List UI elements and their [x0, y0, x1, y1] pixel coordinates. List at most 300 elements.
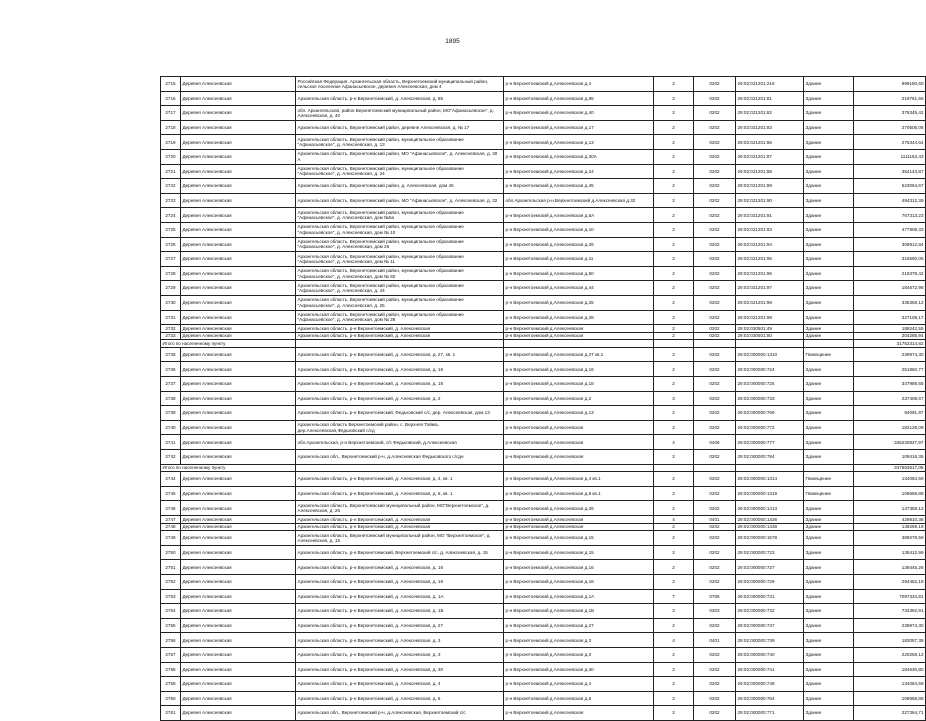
object-type-cell: Здание [804, 325, 854, 333]
group-code-cell: 2 [654, 179, 694, 194]
table-row [161, 120, 926, 135]
location-cell: р-н Верхнетоемский д.Алексеевская д.6 кв.1 [504, 486, 654, 501]
settlement-name-cell: Деревня Алексеевская [181, 472, 296, 487]
row-number-cell: 2724 [161, 208, 181, 223]
location-cell: р-н Верхнетоемский д.Алексеевская д.5А [504, 208, 654, 223]
group-code-cell: 2 [654, 252, 694, 267]
row-number-cell: 2741 [161, 435, 181, 450]
subgroup-code-cell: 0202 [694, 106, 736, 121]
subgroup-code-cell: 0202 [694, 706, 736, 721]
settlement-name-cell: Деревня Алексеевская [181, 332, 296, 340]
object-address-cell: Архангельская область, Верхнетоемский район, муниципальное образование "Афанасьевское", д. Алексеевская, дом №5а [296, 208, 504, 223]
object-address-cell: Архангельская область, р-н Верхнетоемский, д. Алексеевская, д. 18 [296, 377, 504, 392]
settlement-name-cell: Деревня Алексеевская [181, 450, 296, 465]
subtotal-value: 347563617,06 [854, 464, 926, 472]
subgroup-code-cell: 0202 [694, 295, 736, 310]
cadastral-number-cell: 29:02:000000:764 [736, 691, 804, 706]
location-cell: р-н Верхнетоемский д.Алексеевская [504, 325, 654, 333]
object-address-cell: Архангельская область, Верхнетоемский район, муниципальное образование "Афанасьевское", д. Алексеевская, дом 26 [296, 237, 504, 252]
cadastral-number-cell: 29:02:000000:732 [736, 604, 804, 619]
row-number-cell: 2729 [161, 281, 181, 296]
group-code-cell: 2 [654, 531, 694, 546]
row-number-cell: 2736 [161, 362, 181, 377]
object-type-cell: Здание [804, 435, 854, 450]
row-number-cell: 2717 [161, 106, 181, 121]
cadastral-value-cell: 182128,09 [854, 420, 926, 435]
table-row [161, 208, 926, 223]
row-number-cell: 2760 [161, 691, 181, 706]
cadastral-number-cell: 29:02:021201:89 [736, 179, 804, 194]
settlement-name-cell: Деревня Алексеевская [181, 377, 296, 392]
subgroup-code-cell: 0202 [694, 574, 736, 589]
subgroup-code-cell: 0406 [694, 435, 736, 450]
row-number-cell: 2742 [161, 450, 181, 465]
cadastral-number-cell: 29:02:000000:771 [736, 706, 804, 721]
table-row [161, 486, 926, 501]
row-number-cell: 2745 [161, 486, 181, 501]
row-number-cell: 2744 [161, 472, 181, 487]
object-type-cell: Здание [804, 106, 854, 121]
location-cell: р-н Верхнетоемский д.Алексеевская [504, 516, 654, 524]
cadastral-value-cell: 429810,38 [854, 516, 926, 524]
settlement-name-cell: Деревня Алексеевская [181, 662, 296, 677]
subgroup-code-cell: 0202 [694, 486, 736, 501]
cadastral-value-cell: 135412,99 [854, 545, 926, 560]
location-cell: р-н Верхнетоемский д.Алексеевская д.28 [504, 310, 654, 325]
table-row [161, 406, 926, 421]
group-code-cell: 2 [654, 77, 694, 92]
object-type-cell: Здание [804, 420, 854, 435]
object-address-cell: Архангельская область, Верхнетоемский район, муниципальное образование "Афанасьевское", д. Алексеевская, дом № 50 [296, 266, 504, 281]
settlement-name-cell: Деревня Алексеевская [181, 589, 296, 604]
group-code-cell: 7 [654, 589, 694, 604]
cadastral-number-cell: 29:02:000000:729 [736, 574, 804, 589]
cadastral-number-cell: 29:02:021201:93 [736, 222, 804, 237]
cadastral-number-cell: 29:02:021201:87 [736, 149, 804, 164]
table-row [161, 574, 926, 589]
subtotal-label: Итого по населенному пункту [161, 340, 296, 348]
row-number-cell: 2758 [161, 662, 181, 677]
cadastral-value-cell: 327108,17 [854, 310, 926, 325]
object-address-cell: Архангельская обл., Верхнетоемский р-н, д.Алексеевская Федьковского с/сдн [296, 450, 504, 465]
row-number-cell: 2738 [161, 391, 181, 406]
settlement-name-cell: Деревня Алексеевская [181, 574, 296, 589]
location-cell: р-н Верхнетоемский д.Алексеевская д.50 [504, 266, 654, 281]
object-address-cell: Архангельская область, Верхнетоемский район, МО "Афанасьевское", д. Алексеевская, д. 30 А [296, 149, 504, 164]
cadastral-value-cell: 239974,30 [854, 347, 926, 362]
object-address-cell: Архангельская область Верхнетоемский район, с. Верхняя Тойма, дер.Алексеевская,Федьковский с/сд [296, 420, 504, 435]
cadastral-value-cell: 294452,18 [854, 574, 926, 589]
row-number-cell: 2759 [161, 677, 181, 692]
object-type-cell: Помещение [804, 347, 854, 362]
cadastral-value-cell: 237408,67 [854, 391, 926, 406]
group-code-cell: 3 [654, 391, 694, 406]
table-row [161, 516, 926, 524]
object-address-cell: Архангельская область, р-н Верхнетоемский, д. Алексеевская, д. 27 [296, 618, 504, 633]
subgroup-code-cell: 0202 [694, 647, 736, 662]
subgroup-code-cell: 0202 [694, 523, 736, 531]
object-type-cell: Здание [804, 193, 854, 208]
settlement-name-cell: Деревня Алексеевская [181, 362, 296, 377]
cadastral-number-cell: 29:02:000000:741 [736, 662, 804, 677]
group-code-cell: 2 [654, 706, 694, 721]
subgroup-code-cell: 0202 [694, 310, 736, 325]
group-code-cell: 4 [654, 435, 694, 450]
table-row [161, 531, 926, 546]
subgroup-code-cell: 0202 [694, 179, 736, 194]
group-code-cell: 2 [654, 237, 694, 252]
cadastral-number-cell: 29:02:021201:81 [736, 91, 804, 106]
group-code-cell: 2 [654, 310, 694, 325]
settlement-name-cell: Деревня Алексеевская [181, 237, 296, 252]
object-type-cell: Здание [804, 310, 854, 325]
object-address-cell: Архангельская область, р-н Верхнетоемский, д. Алексеевская, д. 3 [296, 633, 504, 648]
cadastral-value-cell: 134084,59 [854, 677, 926, 692]
location-cell: р-н Верхнетоемский д.Алексеевская д.25 [504, 295, 654, 310]
subgroup-code-cell: 0202 [694, 501, 736, 516]
location-cell: р-н Верхнетоемский д.Алексеевская д.6 [504, 691, 654, 706]
location-cell: р-н Верхнетоемский д.Алексеевская д.85 [504, 91, 654, 106]
cadastral-value-cell: 204285,94 [854, 332, 926, 340]
object-address-cell: Архангельская область, р-н Верхнетоемский, д. Алексеевская, д. 1А [296, 589, 504, 604]
object-type-cell: Здание [804, 362, 854, 377]
object-type-cell: Здание [804, 222, 854, 237]
subgroup-code-cell: 0202 [694, 560, 736, 575]
empty-cell [654, 340, 694, 348]
table-row [161, 362, 926, 377]
settlement-name-cell: Деревня Алексеевская [181, 295, 296, 310]
subgroup-code-cell: 0202 [694, 618, 736, 633]
object-type-cell: Здание [804, 149, 854, 164]
group-code-cell: 4 [654, 633, 694, 648]
subgroup-code-cell: 0202 [694, 472, 736, 487]
cadastral-value-cell: 184672,98 [854, 281, 926, 296]
table-row [161, 252, 926, 267]
subgroup-code-cell: 0202 [694, 135, 736, 150]
object-type-cell: Здание [804, 450, 854, 465]
object-address-cell: Архангельская область, Верхнетоемский район, муниципальное образование "Афанасьевское", д. Алексеевская, д. 25 [296, 295, 504, 310]
object-type-cell: Здание [804, 135, 854, 150]
object-type-cell: Здание [804, 164, 854, 179]
empty-cell [296, 464, 504, 472]
subgroup-code-cell: 0401 [694, 516, 736, 524]
empty-cell [296, 340, 504, 348]
group-code-cell: 2 [654, 106, 694, 121]
location-cell: р-н Верхнетоемский д.Алексеевская [504, 420, 654, 435]
cadastral-number-cell: 29:02:000000:725 [736, 377, 804, 392]
cadastral-value-cell: 7097334,91 [854, 589, 926, 604]
settlement-name-cell: Деревня Алексеевская [181, 193, 296, 208]
group-code-cell: 2 [654, 647, 694, 662]
object-type-cell: Здание [804, 406, 854, 421]
subgroup-code-cell: 0202 [694, 347, 736, 362]
row-number-cell: 2725 [161, 222, 181, 237]
table-row [161, 662, 926, 677]
subgroup-code-cell: 0202 [694, 237, 736, 252]
row-number-cell: 2722 [161, 179, 181, 194]
settlement-name-cell: Деревня Алексеевская [181, 647, 296, 662]
group-code-cell: 2 [654, 362, 694, 377]
object-address-cell: Архангельская область, р-н Верхнетоемский, д. Алексеевская [296, 523, 504, 531]
subtotal-row [161, 340, 926, 348]
cadastral-number-cell: 29:02:000000:737 [736, 618, 804, 633]
cadastral-number-cell: 29:02:000000:1438 [736, 523, 804, 531]
settlement-name-cell: Деревня Алексеевская [181, 706, 296, 721]
cadastral-number-cell: 29:02:000000:1314 [736, 472, 804, 487]
row-number-cell: 2751 [161, 560, 181, 575]
empty-cell [804, 340, 854, 348]
table-row [161, 164, 926, 179]
row-number-cell: 2715 [161, 77, 181, 92]
settlement-name-cell: Деревня Алексеевская [181, 501, 296, 516]
object-type-cell: Здание [804, 501, 854, 516]
group-code-cell: 2 [654, 222, 694, 237]
object-type-cell: Помещение [804, 486, 854, 501]
cadastral-value-cell: 494312,39 [854, 193, 926, 208]
cadastral-value-cell: 139445,26 [854, 560, 926, 575]
object-type-cell: Здание [804, 266, 854, 281]
location-cell: р-н Верхнетоемский д.Алексеевская д.45 [504, 179, 654, 194]
group-code-cell: 2 [654, 266, 694, 281]
settlement-name-cell: Деревня Алексеевская [181, 560, 296, 575]
object-type-cell: Здание [804, 677, 854, 692]
object-address-cell: Архангельская область, р-н Верхнетоемский, д. Алексеевская, д. 16 [296, 560, 504, 575]
location-cell: р-н Верхнетоемский д.Алексеевская д.26 [504, 501, 654, 516]
subgroup-code-cell: 0202 [694, 77, 736, 92]
group-code-cell: 3 [654, 604, 694, 619]
settlement-name-cell: Деревня Алексеевская [181, 391, 296, 406]
cadastral-value-cell: 999180,60 [854, 77, 926, 92]
cadastral-value-cell: 270605,06 [854, 120, 926, 135]
location-cell: р-н Верхнетоемский д.Алексеевская д.40 [504, 106, 654, 121]
object-type-cell: Здание [804, 531, 854, 546]
cadastral-number-cell: 29:02:000000:733 [736, 391, 804, 406]
row-number-cell: 2718 [161, 120, 181, 135]
group-code-cell: 2 [654, 332, 694, 340]
cadastral-number-cell: 29:02:021201:95 [736, 252, 804, 267]
settlement-name-cell: Деревня Алексеевская [181, 618, 296, 633]
object-address-cell: Архангельская область, р-н Верхнетоемский, д. Алексеевская, д. 6, кв. 1 [296, 486, 504, 501]
subgroup-code-cell: 0202 [694, 193, 736, 208]
subgroup-code-cell: 0202 [694, 545, 736, 560]
subgroup-code-cell: 0202 [694, 662, 736, 677]
location-cell: р-н Верхнетоемский д.Алексеевская д.30А [504, 149, 654, 164]
subgroup-code-cell: 0202 [694, 391, 736, 406]
cadastral-number-cell: 29:02:000000:1413 [736, 501, 804, 516]
cadastral-value-cell: 149269,19 [854, 523, 926, 531]
table-row [161, 691, 926, 706]
location-cell: р-н Верхнетоемский д.Алексеевская д.11 [504, 252, 654, 267]
cadastral-number-cell: 29:02:000000:748 [736, 677, 804, 692]
cadastral-value-cell: 188242,55 [854, 325, 926, 333]
cadastral-value-cell: 220258,12 [854, 647, 926, 662]
object-type-cell: Здание [804, 589, 854, 604]
table-row [161, 325, 926, 333]
table-row [161, 435, 926, 450]
object-type-cell: Здание [804, 77, 854, 92]
settlement-name-cell: Деревня Алексеевская [181, 406, 296, 421]
cadastral-number-cell: 29:02:021201:98 [736, 295, 804, 310]
settlement-name-cell: Деревня Алексеевская [181, 531, 296, 546]
group-code-cell: 4 [654, 516, 694, 524]
group-code-cell: 2 [654, 450, 694, 465]
settlement-name-cell: Деревня Алексеевская [181, 691, 296, 706]
row-number-cell: 2727 [161, 252, 181, 267]
empty-cell [504, 464, 654, 472]
table-row [161, 706, 926, 721]
cadastral-number-cell: 29:02:000000:1310 [736, 347, 804, 362]
subgroup-code-cell: 0202 [694, 362, 736, 377]
cadastral-value-cell: 219761,66 [854, 91, 926, 106]
group-code-cell: 2 [654, 486, 694, 501]
cadastral-number-cell: 29:02:000000:1319 [736, 486, 804, 501]
row-number-cell: 2720 [161, 149, 181, 164]
table-row [161, 281, 926, 296]
cadastral-value-cell: 108658,88 [854, 486, 926, 501]
subgroup-code-cell: 0202 [694, 450, 736, 465]
location-cell: р-н Верхнетоемский д.Алексеевская д.2 [504, 391, 654, 406]
group-code-cell: 2 [654, 208, 694, 223]
location-cell: р-н Верхнетоемский д.Алексеевская д.1А [504, 589, 654, 604]
object-address-cell: Архангельская область, Верхнетоемский район, муниципальное образование "Афанасьевское", д. Алексеевская, дом № 11 [296, 252, 504, 267]
group-code-cell: 2 [654, 691, 694, 706]
location-cell: р-н Верхнетоемский д.Алексеевская д.30 [504, 662, 654, 677]
table-row [161, 472, 926, 487]
object-type-cell: Здание [804, 332, 854, 340]
cadastral-value-cell: 376345,42 [854, 106, 926, 121]
object-address-cell: Архангельская область, р-н Верхнетоемский, д. Алексеевская, д. 4, кв. 1 [296, 472, 504, 487]
group-code-cell: 2 [654, 120, 694, 135]
table-row [161, 420, 926, 435]
object-address-cell: Архангельская область, р-н Верхнетоемский, д. Алексеевская, д. 30 [296, 662, 504, 677]
group-code-cell: 2 [654, 281, 694, 296]
object-type-cell: Здание [804, 391, 854, 406]
subgroup-code-cell: 0202 [694, 266, 736, 281]
settlement-name-cell: Деревня Алексеевская [181, 516, 296, 524]
group-code-cell: 2 [654, 662, 694, 677]
object-type-cell: Здание [804, 295, 854, 310]
table-row [161, 501, 926, 516]
group-code-cell: 2 [654, 164, 694, 179]
object-type-cell: Здание [804, 560, 854, 575]
table-row [161, 179, 926, 194]
group-code-cell: 2 [654, 523, 694, 531]
table-row [161, 135, 926, 150]
group-code-cell: 2 [654, 677, 694, 692]
subgroup-code-cell: 0202 [694, 406, 736, 421]
cadastral-value-cell: 227364,71 [854, 706, 926, 721]
row-number-cell: 2761 [161, 706, 181, 721]
object-address-cell: Архангельская область, р-н Верхнетоемский, д. Алексеевская, д. 2 [296, 391, 504, 406]
object-type-cell: Здание [804, 120, 854, 135]
empty-cell [804, 464, 854, 472]
object-address-cell: Архангельская область, р-н Верхнетоемский, д. Алексеевская, д. 4 [296, 677, 504, 692]
row-number-cell: 2749 [161, 531, 181, 546]
object-address-cell: Архангельская область, Верхнетоемский муниципальный район, МО "Верхнетоемское", д. Алексеевская, д. 15 [296, 531, 504, 546]
subgroup-code-cell: 0401 [694, 633, 736, 648]
row-number-cell: 2723 [161, 193, 181, 208]
object-type-cell: Здание [804, 633, 854, 648]
empty-cell [694, 464, 736, 472]
group-code-cell: 2 [654, 347, 694, 362]
table-row [161, 589, 926, 604]
table-row [161, 391, 926, 406]
table-row [161, 618, 926, 633]
location-cell: р-н Верхнетоемский д.Алексеевская д.18 [504, 377, 654, 392]
cadastral-number-cell: 29:02:021201:88 [736, 164, 804, 179]
settlement-name-cell: Деревня Алексеевская [181, 149, 296, 164]
settlement-name-cell: Деревня Алексеевская [181, 325, 296, 333]
row-number-cell: 2735 [161, 347, 181, 362]
subtotal-label: Итого по населенному пункту [161, 464, 296, 472]
object-type-cell: Здание [804, 647, 854, 662]
cadastral-number-cell: 29:02:021201:94 [736, 237, 804, 252]
object-address-cell: Архангельская область, р-н Верхнетоемский, д. Алексеевская, д. 1Б [296, 604, 504, 619]
settlement-name-cell: Деревня Алексеевская [181, 222, 296, 237]
settlement-name-cell: Деревня Алексеевская [181, 435, 296, 450]
object-address-cell: Архангельская обл., Верхнетоемский р-н, д.Алексеевская, Верхнетоемский с/с [296, 706, 504, 721]
settlement-name-cell: Деревня Алексеевская [181, 120, 296, 135]
cadastral-number-cell: 29:02:021201:90 [736, 193, 804, 208]
cadastral-value-cell: 94091,97 [854, 406, 926, 421]
location-cell: р-н Верхнетоемский д.Алексеевская д.27 [504, 618, 654, 633]
row-number-cell: 2733 [161, 332, 181, 340]
row-number-cell: 2755 [161, 618, 181, 633]
object-type-cell: Здание [804, 706, 854, 721]
object-type-cell: Здание [804, 604, 854, 619]
location-cell: р-н Верхнетоемский д.Алексеевская [504, 523, 654, 531]
subgroup-code-cell: 0705 [694, 589, 736, 604]
row-number-cell: 2754 [161, 604, 181, 619]
subgroup-code-cell: 0202 [694, 332, 736, 340]
empty-cell [694, 340, 736, 348]
location-cell: р-н Верхнетоемский д.Алексеевская д.26 [504, 237, 654, 252]
table-row [161, 633, 926, 648]
object-type-cell: Здание [804, 208, 854, 223]
settlement-name-cell: Деревня Алексеевская [181, 604, 296, 619]
group-code-cell: 2 [654, 91, 694, 106]
object-address-cell: Архангельская область, Верхнетоемский район, д. Алексеевская, дом 45 [296, 179, 504, 194]
settlement-name-cell: Деревня Алексеевская [181, 252, 296, 267]
cadastral-value-cell: 734382,91 [854, 604, 926, 619]
table-row [161, 560, 926, 575]
object-address-cell: Архангельская область, р-н Верхнетоемский, д. Алексеевская, д. 27, кв. 1 [296, 347, 504, 362]
object-address-cell: Архангельская область, р-н Верхнетоемский, д. Алексеевская [296, 325, 504, 333]
object-address-cell: Архангельская область, р-н Верхнетоемский, Верхнетоемский с/с, д. Алексеевская, д. 15 [296, 545, 504, 560]
group-code-cell: 2 [654, 193, 694, 208]
subgroup-code-cell: 0202 [694, 325, 736, 333]
settlement-name-cell: Деревня Алексеевская [181, 347, 296, 362]
location-cell: р-н Верхнетоемский д.Алексеевская [504, 450, 654, 465]
cadastral-number-cell: 29:02:000000:1578 [736, 531, 804, 546]
cadastral-value-cell: 184630,80 [854, 662, 926, 677]
group-code-cell: 2 [654, 472, 694, 487]
table-row [161, 310, 926, 325]
object-address-cell: Архангельская область, Верхнетоемский район, деревня Алексеевская, д. № 17 [296, 120, 504, 135]
object-address-cell: Архангельская область, р-н Верхнетоемский, д. Алексеевская, д. 3 [296, 647, 504, 662]
table-row [161, 450, 926, 465]
group-code-cell: 2 [654, 501, 694, 516]
cadastral-value-cell: 275344,64 [854, 135, 926, 150]
subtotal-row [161, 464, 926, 472]
settlement-name-cell: Деревня Алексеевская [181, 677, 296, 692]
object-address-cell: Архангельская область, Верхнетоемский муниципальный район, МО"Верхнетоемское", д. Алексеевская, д. 26 [296, 501, 504, 516]
settlement-name-cell: Деревня Алексеевская [181, 420, 296, 435]
object-address-cell: Архангельская область, р-н Верхнетоемский, д. Алексеевская, д. 18 [296, 574, 504, 589]
cadastral-value-cell: 183087,38 [854, 633, 926, 648]
subgroup-code-cell: 0202 [694, 691, 736, 706]
object-type-cell: Здание [804, 252, 854, 267]
